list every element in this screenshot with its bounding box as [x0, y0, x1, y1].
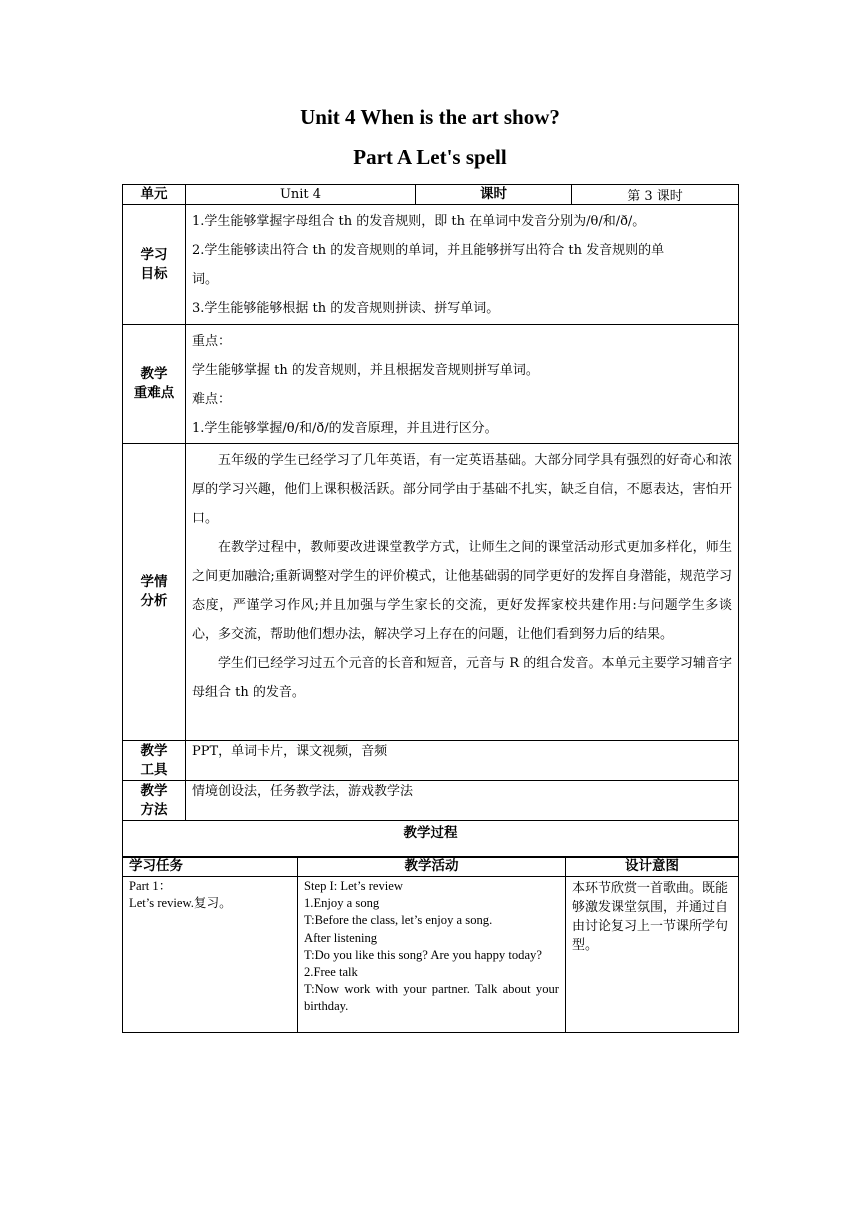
objective-line: 2.学生能够读出符合 th 的发音规则的单词，并且能够拼写出符合 th 发音规则的单	[192, 243, 665, 258]
activity-line: T:Now work with your partner. Talk about your birthday.	[304, 982, 559, 1014]
document-title: Unit 4 When is the art show?	[300, 105, 560, 129]
intent-cell: 本环节欣赏一首歌曲。既能够激发课堂氛围，并通过自由讨论复习上一节课所学句型。	[566, 877, 739, 1033]
objective-line: 词。	[192, 272, 219, 287]
activity-line: T:Before the class, let’s enjoy a song.	[304, 913, 493, 928]
key-point-line: 1.学生能够掌握/θ/和/ð/的发音原理，并且进行区分。	[192, 421, 498, 436]
activity-line: T:Do you like this song? Are you happy today?	[304, 947, 542, 962]
key-points-content	[186, 325, 739, 444]
lesson-label: 课时	[416, 185, 572, 205]
key-points-label: 教学 重难点	[123, 325, 186, 444]
key-point-line: 重点：	[192, 334, 232, 349]
analysis-paragraph: 五年级的学生已经学习了几年英语，有一定英语基础。大部分同学具有强烈的好奇心和浓厚的学习兴趣，他们上课积极活跃。部分同学由于基础不扎实，缺乏自信，不愿表达，害怕开口。	[192, 453, 732, 526]
activity-line: Step I: Let’s review	[304, 879, 403, 893]
tools-label: 教学 工具	[123, 741, 186, 781]
activity-line: 1.Enjoy a song	[304, 896, 380, 911]
objectives-label: 学习 目标	[123, 205, 186, 325]
lesson-info-table	[122, 184, 739, 858]
process-heading: 教学过程	[123, 821, 739, 858]
task-line: Part 1：	[129, 879, 172, 893]
key-point-line: 难点：	[192, 392, 232, 407]
activity-line: After listening	[304, 930, 378, 945]
lesson-value: 第 3 课时	[572, 185, 739, 205]
methods-label: 教学 方法	[123, 781, 186, 821]
objectives-content	[186, 205, 739, 325]
objective-line: 3.学生能够能够根据 th 的发音规则拼读、拼写单词。	[192, 301, 500, 316]
methods-value: 情境创设法，任务教学法，游戏教学法	[186, 781, 739, 821]
analysis-label: 学情 分析	[123, 444, 186, 741]
objective-line: 1.学生能够掌握字母组合 th 的发音规则，即 th 在单词中发音分别为/θ/和/ð/。	[192, 214, 646, 229]
analysis-paragraph: 在教学过程中，教师要改进课堂教学方式，让师生之间的课堂活动形式更加多样化，师生之间更加融洽;重新调整对学生的评价模式，让他基础弱的同学更好的发挥自身潜能，规范学习态度，严谨学习作风;并且加强与学生家长的交流，更好发挥家校共建作用:与问题学生多谈心，多交流，帮助他们想办法，解决学习上存在的问题，让他们看到努力后的结果。	[192, 540, 732, 642]
unit-value: Unit 4	[186, 185, 416, 205]
task-line: Let’s review.复习。	[129, 896, 232, 911]
document-subtitle: Part A Let's spell	[353, 145, 507, 169]
task-cell	[123, 877, 298, 1033]
activity-cell	[298, 877, 566, 1033]
analysis-content	[186, 444, 739, 741]
analysis-paragraph: 学生们已经学习过五个元音的长音和短音，元音与 R 的组合发音。本单元主要学习辅音字母组合 th 的发音。	[192, 656, 732, 700]
unit-label: 单元	[123, 185, 186, 205]
col-task-header: 学习任务	[123, 857, 298, 877]
key-point-line: 学生能够掌握 th 的发音规则，并且根据发音规则拼写单词。	[192, 363, 539, 378]
col-intent-header: 设计意图	[566, 857, 739, 877]
tools-value: PPT，单词卡片，课文视频，音频	[186, 741, 739, 781]
col-activity-header: 教学活动	[298, 857, 566, 877]
activity-line: 2.Free talk	[304, 965, 358, 980]
process-table	[122, 856, 739, 1033]
